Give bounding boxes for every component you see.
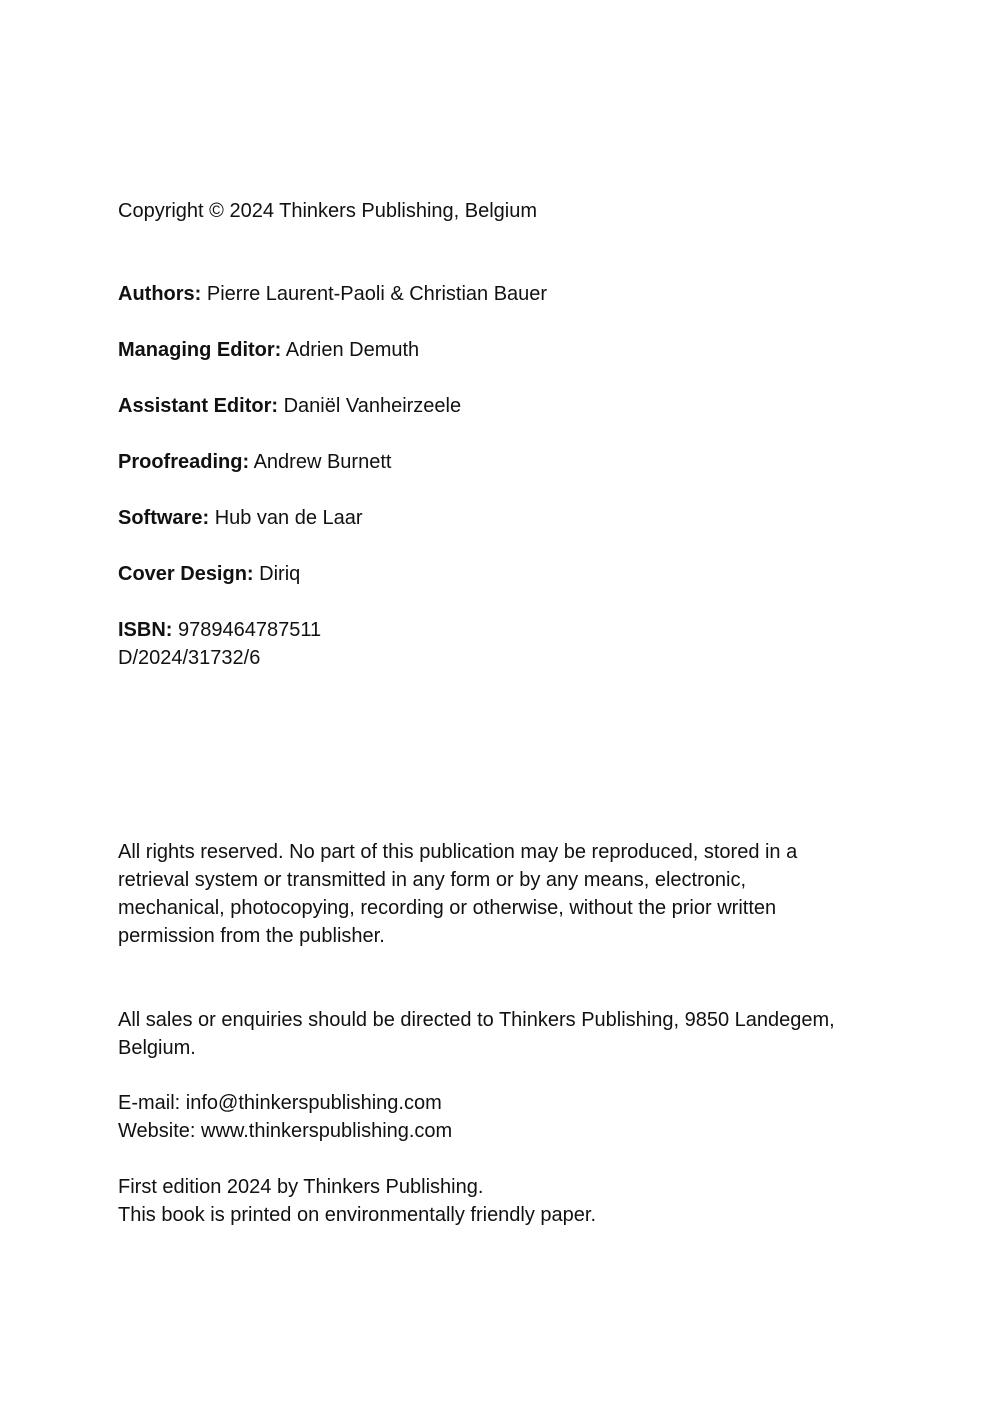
credit-label: Cover Design: [118, 563, 254, 585]
credit-label: ISBN: [118, 619, 173, 641]
sales-notice [118, 1006, 878, 1062]
sales-line: Belgium. [118, 1037, 196, 1059]
edition-block [118, 1173, 878, 1229]
paper-note: This book is printed on environmentally friendly paper. [118, 1204, 597, 1226]
credit-value: Andrew Burnett [253, 451, 392, 473]
credit-label: Software: [118, 507, 210, 529]
credit-authors [118, 280, 547, 308]
credit-value: Pierre Laurent-Paoli & Christian Bauer [206, 283, 548, 305]
rights-line: retrieval system or transmitted in any form or by any means, electronic, [118, 869, 747, 891]
credit-assistant-editor [118, 392, 461, 420]
credit-label: Authors: [118, 283, 202, 305]
rights-notice [118, 838, 878, 950]
contact-website: Website: www.thinkerspublishing.com [118, 1120, 453, 1142]
legal-deposit: D/2024/31732/6 [118, 647, 261, 669]
credit-managing-editor [118, 336, 419, 364]
rights-line: mechanical, photocopying, recording or otherwise, without the prior written [118, 897, 777, 919]
credit-value: Diriq [259, 563, 301, 585]
credit-value: Daniël Vanheirzeele [283, 395, 462, 417]
credit-value: Adrien Demuth [285, 339, 420, 361]
credit-cover-design [118, 560, 300, 588]
contact-block [118, 1089, 878, 1145]
credit-label: Assistant Editor: [118, 395, 279, 417]
copyright-line: Copyright © 2024 Thinkers Publishing, Belgium [118, 200, 538, 222]
contact-email: E-mail: info@thinkerspublishing.com [118, 1092, 442, 1114]
sales-line: All sales or enquiries should be directed to Thinkers Publishing, 9850 Landegem, [118, 1009, 835, 1031]
credit-label: Managing Editor: [118, 339, 282, 361]
credit-software [118, 504, 363, 532]
rights-line: All rights reserved. No part of this publication may be reproduced, stored in a [118, 841, 798, 863]
rights-line: permission from the publisher. [118, 925, 385, 947]
credit-proofreading [118, 448, 391, 476]
credit-value: Hub van de Laar [214, 507, 363, 529]
credit-value: 9789464787511 [178, 619, 322, 641]
credit-label: Proofreading: [118, 451, 250, 473]
first-edition: First edition 2024 by Thinkers Publishing. [118, 1176, 484, 1198]
credit-isbn [118, 616, 321, 644]
